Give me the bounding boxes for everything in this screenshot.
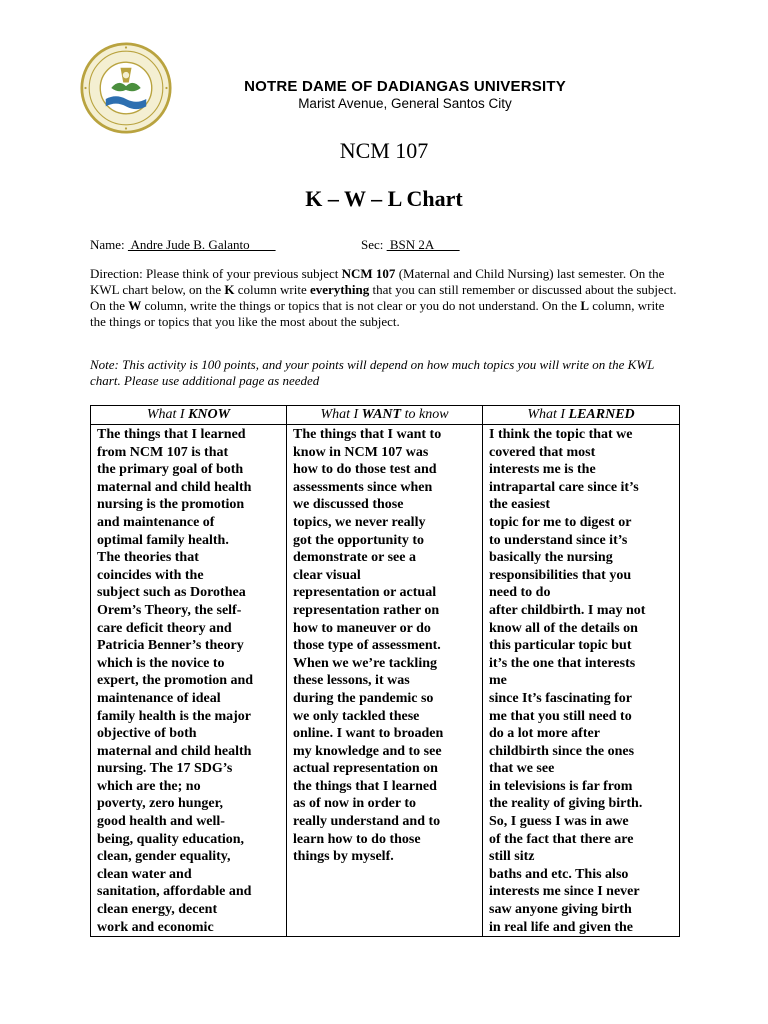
header-text: What I <box>527 407 569 422</box>
header-know <box>91 406 287 425</box>
learned-cell <box>483 425 680 937</box>
header-bold: KNOW <box>188 407 231 422</box>
direction-text: column write <box>234 282 310 297</box>
kwl-table <box>90 405 680 937</box>
header-bold: WANT <box>361 407 402 422</box>
direction-text: that you can still remember or discussed about the subject. On the <box>90 282 677 313</box>
direction-text: column, write the things or topics that you like the most about the subject. <box>90 298 665 329</box>
note-paragraph: Note: This activity is 100 points, and your points will depend on how much topics you will write on the KWL chart. Please use additional page as needed <box>90 357 655 388</box>
header-text: to know <box>401 407 449 422</box>
header-bold: LEARNED <box>568 407 635 422</box>
want-text: The things that I want to know in NCM 107 was how to do those test and assessments since when we discussed those topics, we never really got the opportunity to demonstrate or see a clear visual representation or actual representation rather on how to maneuver or do those type of assessment. When we we’re tackling these lessons, it was during the pandemic so we only tackled these online. I want to broaden my knowledge and to see actual representation on the things that I learned as of now in order to really understand and to learn how to do those things by myself. <box>293 427 444 865</box>
direction-bold: K <box>224 282 235 297</box>
university-seal-logo <box>80 42 172 134</box>
chart-title: K – W – L Chart <box>305 186 463 211</box>
direction-text: column, write the things or topics that is not clear or you do not understand. On the <box>141 298 581 313</box>
direction-bold: L <box>580 298 589 313</box>
university-address: Marist Avenue, General Santos City <box>298 96 512 111</box>
header-text: What I <box>320 407 362 422</box>
want-cell <box>287 425 483 937</box>
direction-paragraph <box>90 266 682 330</box>
name-value: Andre Jude B. Galanto <box>127 237 276 252</box>
direction-text: Direction: Please think of your previous subject <box>90 266 342 281</box>
sec-value: BSN 2A <box>386 237 460 252</box>
direction-bold: everything <box>310 282 370 297</box>
course-code: NCM 107 <box>339 138 429 163</box>
kwl-body-row <box>91 425 680 937</box>
kwl-header-row <box>91 406 680 425</box>
section-line <box>361 237 460 253</box>
direction-text: (Maternal and Child Nursing) last semester. On the KWL chart below, on the <box>90 266 665 297</box>
student-name-line <box>90 237 276 253</box>
header-text: What I <box>146 407 189 422</box>
header-learned <box>483 406 680 425</box>
know-text: The things that I learned from NCM 107 is that the primary goal of both maternal and child health nursing is the promotion and maintenance of optimal family health. The theories that coincides with the subject such as Dorothea Orem’s Theory, the self- care deficit theory and Patricia Benner’s theory which is the novice to expert, the promotion and maintenance of ideal family health is the major objective of both maternal and child health nursing. The 17 SDG’s which are the; no poverty, zero hunger, good health and well- being, quality education, clean, gender equality, clean water and sanitation, affordable and clean energy, decent work and economic <box>97 427 254 935</box>
name-label: Name: <box>90 237 125 252</box>
direction-bold: W <box>128 298 142 313</box>
university-name: NOTRE DAME OF DADIANGAS UNIVERSITY <box>244 78 566 95</box>
direction-bold: NCM 107 <box>341 266 396 281</box>
header-want <box>287 406 483 425</box>
learned-text: I think the topic that we covered that most interests me is the intrapartal care since it’s the easiest topic for me to digest or to understand since it’s basically the nursing responsibilities that you need to do after childbirth. I may not know all of the details on this particular topic but it’s the one that interests me since It’s fascinating for me that you still need to do a lot more after childbirth since the ones that we see in televisions is far from the reality of giving birth. So, I guess I was in awe of the fact that there are still sitz baths and etc. This also interests me since I never saw anyone giving birth in real life and given the <box>489 427 646 935</box>
know-cell <box>91 425 287 937</box>
sec-label: Sec: <box>361 237 384 252</box>
